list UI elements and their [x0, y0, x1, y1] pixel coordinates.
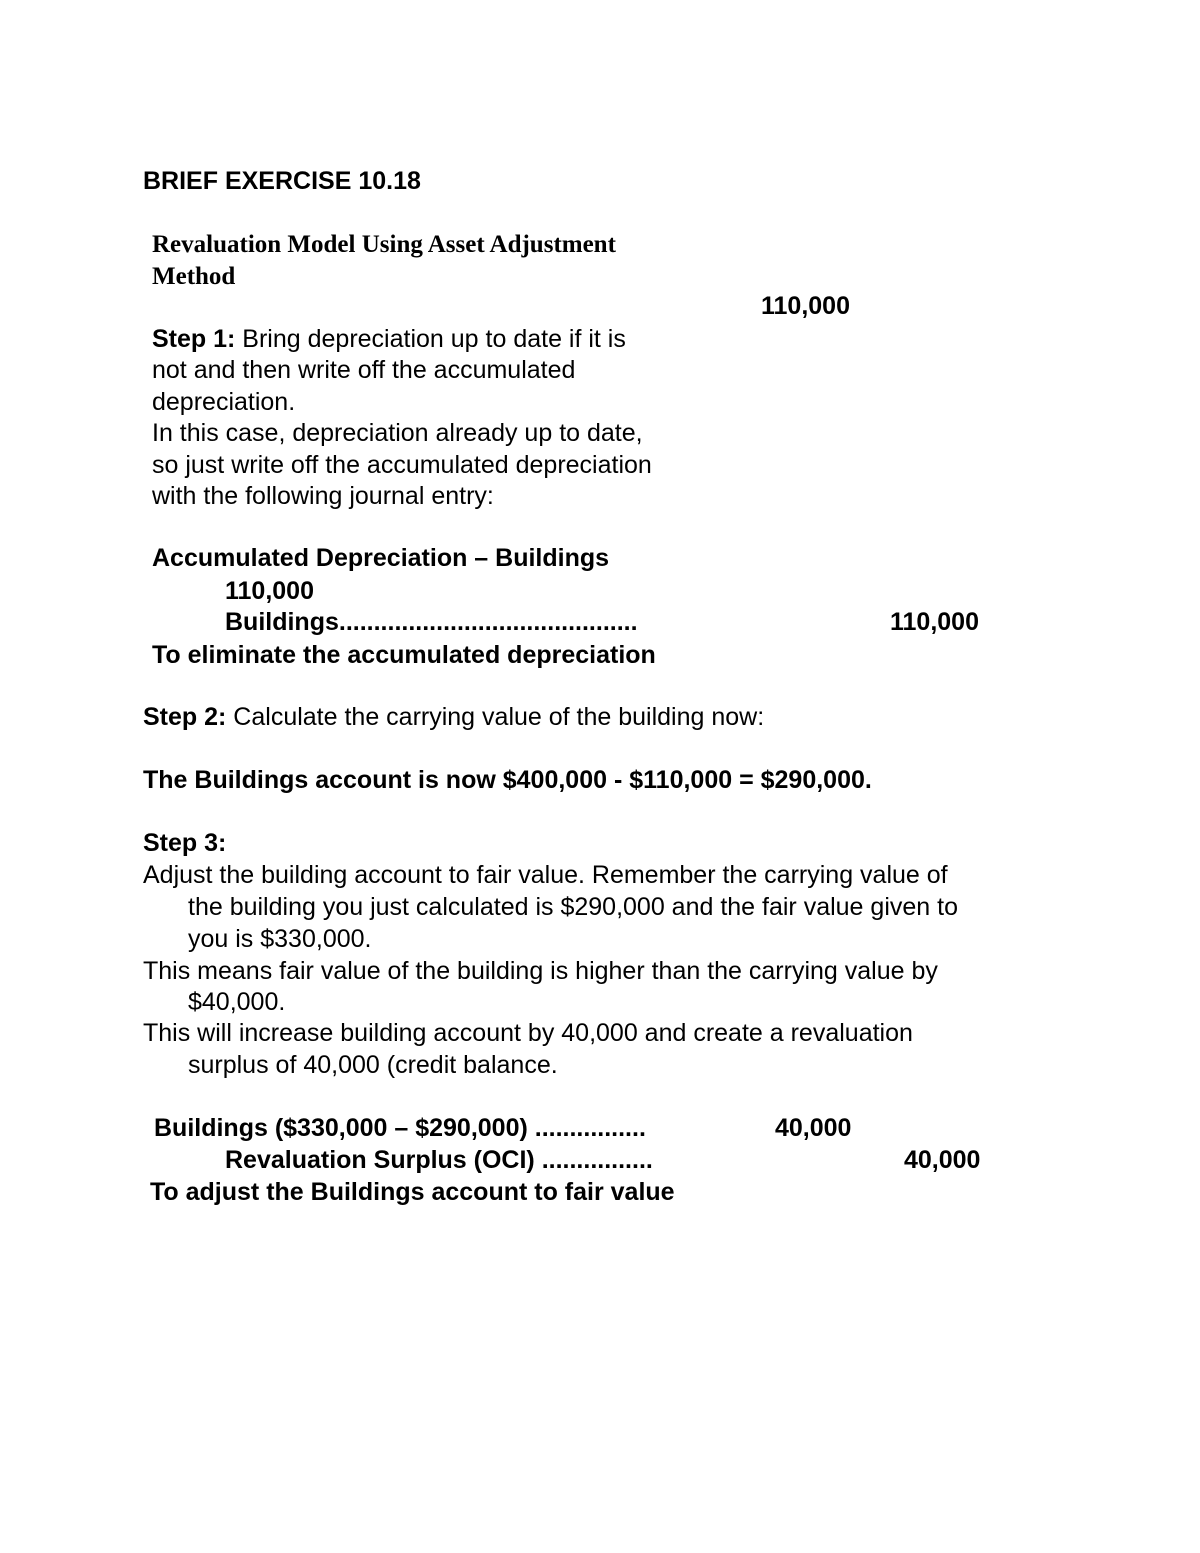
- step3-p3-line1: This will increase building account by 40,000 and create a revaluation: [143, 1019, 913, 1047]
- top-amount: 110,000: [761, 292, 850, 320]
- step3-p1-line2: the building you just calculated is $290,000 and the fair value given to: [188, 893, 958, 921]
- entry1-debit-amount: 110,000: [225, 577, 314, 605]
- step1-line5: so just write off the accumulated depreciation: [152, 451, 652, 479]
- step2-line: [143, 702, 764, 733]
- step3-p2-line2: $40,000.: [188, 988, 286, 1016]
- step3-label: Step 3:: [143, 829, 227, 857]
- entry1-credit-account: Buildings...........................................: [225, 608, 638, 636]
- step1-label: Step 1:: [152, 325, 236, 353]
- step1-line3: depreciation.: [152, 388, 296, 416]
- step1-line6: with the following journal entry:: [152, 482, 494, 510]
- entry1-credit-amount: 110,000: [890, 608, 979, 636]
- step2-label: Step 2:: [143, 703, 227, 731]
- step1-text: Bring depreciation up to date if it is: [235, 325, 626, 353]
- step2-result: The Buildings account is now $400,000 - $110,000 = $290,000.: [143, 766, 872, 794]
- step1-line2: not and then write off the accumulated: [152, 356, 576, 384]
- entry2-debit-account: Buildings ($330,000 – $290,000) ................: [154, 1114, 646, 1142]
- entry2-credit-amount: 40,000: [904, 1146, 981, 1174]
- section-subtitle-line2: Method: [152, 263, 236, 290]
- section-subtitle-line1: Revaluation Model Using Asset Adjustment: [152, 231, 616, 258]
- step1-line1: [152, 324, 626, 355]
- step3-p1-line3: you is $330,000.: [188, 925, 372, 953]
- entry1-explanation: To eliminate the accumulated depreciation: [152, 641, 656, 669]
- entry1-debit-account: Accumulated Depreciation – Buildings: [152, 544, 610, 572]
- step1-line4: In this case, depreciation already up to date,: [152, 419, 643, 447]
- step3-p3-line2: surplus of 40,000 (credit balance.: [188, 1051, 558, 1079]
- step3-p2-line1: This means fair value of the building is higher than the carrying value by: [143, 957, 938, 985]
- step2-text: Calculate the carrying value of the building now:: [226, 703, 765, 731]
- step3-p1-line1: Adjust the building account to fair value. Remember the carrying value of: [143, 861, 948, 889]
- exercise-title: BRIEF EXERCISE 10.18: [143, 167, 421, 195]
- entry2-credit-account: Revaluation Surplus (OCI) ................: [225, 1146, 653, 1174]
- entry2-explanation: To adjust the Buildings account to fair value: [150, 1178, 675, 1206]
- entry2-debit-amount: 40,000: [775, 1114, 852, 1142]
